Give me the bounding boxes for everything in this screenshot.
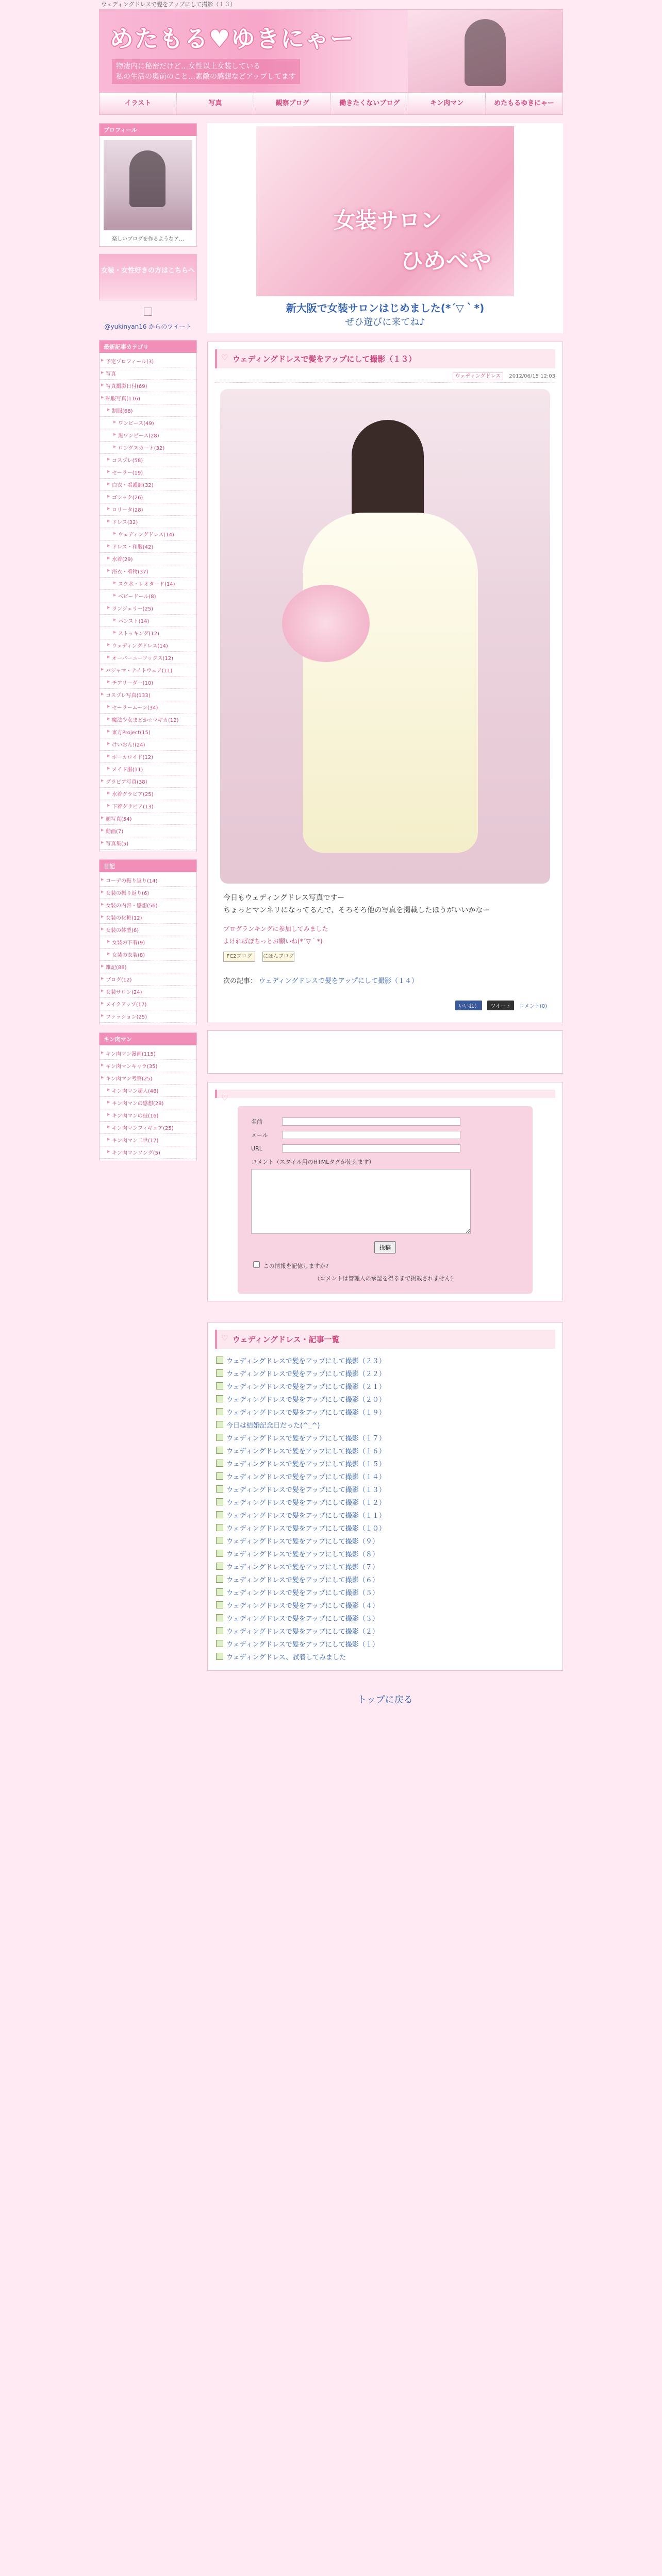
related-entry-link[interactable]: ウェディングドレス、試着してみました	[215, 1650, 555, 1663]
sidebar-category-link[interactable]: ▶ 水着グラビア(25)	[100, 788, 196, 800]
sidebar-category-link[interactable]: ▶ ウェディングドレス(14)	[100, 528, 196, 540]
global-nav	[99, 93, 563, 115]
sidebar-category-link[interactable]: ▶ キン肉マンの技(16)	[100, 1109, 196, 1122]
sidebar-section	[99, 859, 197, 1025]
sidebar-category-link[interactable]: ▶ 東方Project(15)	[100, 726, 196, 738]
related-entry-link[interactable]: ウェディングドレスで髪をアップにして撮影（９）	[215, 1534, 555, 1547]
sidebar-category-link[interactable]: ▶ パジャマ・ナイトウェア(11)	[100, 664, 196, 676]
entry-title[interactable]	[215, 349, 555, 368]
sidebar-category-link[interactable]: ▶ 黒ワンピース(28)	[100, 429, 196, 442]
sidebar-category-link[interactable]: ▶ コスプレ写真(133)	[100, 689, 196, 701]
sidebar-category-link[interactable]: ▶ 女装の振り返り(6)	[100, 887, 196, 899]
photo-dress	[303, 513, 478, 853]
related-entry-link[interactable]: ウェディングドレスで髪をアップにして撮影（３）	[215, 1612, 555, 1624]
related-entry-link[interactable]: ウェディングドレスで髪をアップにして撮影（７）	[215, 1560, 555, 1573]
related-entry-link[interactable]: ウェディングドレスで髪をアップにして撮影（１５）	[215, 1457, 555, 1470]
sidebar-category-link[interactable]: ▶ 私服写真(116)	[100, 392, 196, 404]
sidebar-category-link[interactable]: ▶ パンスト(14)	[100, 615, 196, 627]
sidebar-category-link[interactable]: ▶ ボーカロイド(12)	[100, 751, 196, 763]
ranking-banner-2[interactable]: にほんブログ	[262, 952, 294, 962]
sidebar-section-heading: キン肉マン	[100, 1033, 196, 1045]
sidebar-category-link[interactable]: ▶ ロリータ(28)	[100, 503, 196, 516]
sidebar-category-link[interactable]: ▶ セーラームーン(34)	[100, 701, 196, 714]
ranking-text: ブログランキングに参加してみました	[223, 925, 328, 933]
sidebar-category-link[interactable]: ▶ 浴衣・着物(37)	[100, 565, 196, 578]
broken-image-icon	[144, 308, 152, 316]
comment-form	[238, 1106, 533, 1294]
tweet-button[interactable]: ツイート	[487, 1001, 514, 1010]
sidebar-category-link[interactable]: ▶ コーデの振り返り(14)	[100, 874, 196, 887]
comment-note: （コメントは管理人の承認を得るまで掲載されません）	[314, 1275, 456, 1282]
related-entry-link[interactable]: ウェディングドレスで髪をアップにして撮影（１）	[215, 1637, 555, 1650]
url-input[interactable]	[282, 1144, 460, 1153]
heart-icon: ♡	[221, 1333, 228, 1343]
comment-body-label: コメント（スタイル用のHTMLタグが使えます）	[251, 1159, 375, 1165]
mail-input[interactable]	[282, 1131, 460, 1139]
sidebar-category-link[interactable]: ▶ キン肉マンソング(5)	[100, 1146, 196, 1159]
related-entry-link[interactable]: ウェディングドレスで髪をアップにして撮影（２０）	[215, 1393, 555, 1405]
browser-title: ウェディングドレスで髪をアップにして撮影（１３）	[101, 1, 236, 8]
remember-checkbox[interactable]	[253, 1261, 260, 1268]
sidebar-category-link[interactable]: ▶ オーバーニーソックス(12)	[100, 652, 196, 664]
related-entry-link[interactable]: 今日は結婚記念日だった(^_^)	[215, 1418, 555, 1431]
page	[99, 0, 563, 1706]
site-tagline	[112, 59, 300, 84]
sidebar-section-heading: 最新記事カテゴリ	[100, 341, 196, 353]
heart-icon: ♡	[221, 353, 228, 362]
side-banner[interactable]: 女装・女性好きの方はこちらへ	[99, 254, 197, 300]
sidebar-section-heading: 日記	[100, 860, 196, 872]
ranking-text: よければぽちっとお願いね(*´▽｀*)	[223, 938, 323, 945]
sidebar-category-link[interactable]: ▶ ウェディングドレス(14)	[100, 639, 196, 652]
salon-ad-text-2: ひめべや	[401, 248, 491, 274]
twitter-widget[interactable]	[99, 308, 197, 331]
site-banner[interactable]	[99, 9, 563, 93]
profile-photo[interactable]	[104, 140, 192, 230]
related-entry-link[interactable]: ウェディングドレスで髪をアップにして撮影（１３）	[215, 1483, 555, 1496]
sidebar-category-link[interactable]: ▶ グラビア写真(38)	[100, 775, 196, 788]
salon-ad-text-1: 女装サロン	[334, 208, 442, 233]
salon-ad-image[interactable]	[256, 126, 514, 296]
tagline-line-2: 私の生活の奥前のこと…素敵の感想などアップしてます	[116, 73, 296, 81]
nav-item-1[interactable]: 写真	[177, 93, 254, 114]
main-content	[207, 123, 563, 1706]
empty-box	[207, 1030, 563, 1074]
banner-photo	[408, 10, 562, 92]
sidebar-category-link[interactable]: ▶ キン肉マン超人(46)	[100, 1084, 196, 1097]
sidebar-category-link[interactable]: ▶ 制服(68)	[100, 404, 196, 417]
related-heading	[215, 1330, 555, 1349]
sidebar-category-link[interactable]: ▶ チアリーダー(10)	[100, 676, 196, 689]
profile-heading: プロフィール	[100, 124, 196, 136]
comment-count-link[interactable]: コメント(0)	[519, 1004, 547, 1009]
sidebar-category-link[interactable]: ▶ ドレス(32)	[100, 516, 196, 528]
sidebar	[99, 123, 197, 1706]
sidebar-category-link[interactable]: ▶ 女装の衣装(8)	[100, 948, 196, 961]
sidebar-category-link[interactable]: ▶ セーラー(19)	[100, 466, 196, 479]
sidebar-category-link[interactable]: ▶ ブログ(12)	[100, 973, 196, 986]
wedding-dress-photo[interactable]	[220, 389, 550, 884]
sidebar-category-link[interactable]: ▶ ストッキング(12)	[100, 627, 196, 639]
sidebar-category-link[interactable]: ▶ 顔写真(54)	[100, 812, 196, 825]
heart-icon: ♡	[221, 1093, 228, 1103]
share-bar	[223, 1001, 547, 1010]
next-entry	[223, 975, 547, 985]
entry-text-line: ちょっとマンネリになってるんで、そろそろ他の写真を掲載したほうがいいかなー	[223, 906, 490, 914]
sidebar-category-link[interactable]: ▶ キン肉マン漫画(115)	[100, 1047, 196, 1060]
profile-box	[99, 123, 197, 247]
sidebar-category-link[interactable]: ▶ けいおん!(24)	[100, 738, 196, 751]
sidebar-category-link[interactable]: ▶ ゴシック(26)	[100, 491, 196, 503]
sidebar-section	[99, 340, 197, 852]
related-entry-link[interactable]: ウェディングドレスで髪をアップにして撮影（１４）	[215, 1470, 555, 1483]
sidebar-category-link[interactable]: ▶ 白衣・看護師(32)	[100, 479, 196, 491]
entry-category-tag[interactable]: ウェディングドレス	[453, 372, 503, 380]
sidebar-category-link[interactable]: ▶ メイド服(11)	[100, 763, 196, 775]
sidebar-category-link[interactable]: ▶ 女装の化粧(12)	[100, 911, 196, 924]
sidebar-category-link[interactable]: ▶ 写真	[100, 367, 196, 380]
name-input[interactable]	[282, 1117, 460, 1126]
photo-bouquet	[282, 585, 370, 662]
facebook-like-button[interactable]: いいね！	[455, 1001, 482, 1010]
comment-form-box	[207, 1082, 563, 1301]
next-label: 次の記事：	[223, 977, 257, 985]
nav-item-2[interactable]: 観察ブログ	[254, 93, 332, 114]
related-entry-link[interactable]: ウェディングドレスで髪をアップにして撮影（４）	[215, 1599, 555, 1612]
sidebar-category-link[interactable]: ▶ キン肉マンキャラ(35)	[100, 1060, 196, 1072]
sidebar-category-link[interactable]: ▶ メイクアップ(17)	[100, 998, 196, 1010]
sidebar-category-link[interactable]: ▶ ランジェリー(25)	[100, 602, 196, 615]
nav-item-5[interactable]: めたもるゆきにゃー	[494, 99, 554, 107]
nav-item-0[interactable]: イラスト	[100, 93, 177, 114]
salon-ad-caption-2[interactable]: ぜひ遊びに来てね♪	[345, 317, 425, 328]
url-label: URL	[251, 1145, 262, 1152]
profile-text: 楽しいブログを作るようなア…	[112, 236, 184, 242]
related-title: ウェディングドレス・記事一覧	[233, 1335, 340, 1344]
sidebar-category-link[interactable]: ▶ スク水・レオタード(14)	[100, 578, 196, 590]
entry-text-line: 今日もウェディングドレス写真ですー	[223, 894, 345, 902]
submit-button[interactable]: 投稿	[374, 1241, 396, 1253]
related-entry-link[interactable]: ウェディングドレスで髪をアップにして撮影（２１）	[215, 1380, 555, 1393]
related-entry-link[interactable]: ウェディングドレスで髪をアップにして撮影（２）	[215, 1624, 555, 1637]
entry-meta	[215, 371, 555, 383]
site-title[interactable]: めたもる♥ゆきにゃー	[110, 25, 355, 53]
nav-item-4[interactable]: キン肉マン	[408, 93, 486, 114]
entry	[207, 342, 563, 1023]
remember-label: この情報を記憶しますか?	[263, 1263, 329, 1269]
name-label: 名前	[251, 1118, 262, 1125]
sidebar-category-link[interactable]: ▶ キン肉マンフィギュア(25)	[100, 1122, 196, 1134]
related-entries-box	[207, 1322, 563, 1671]
related-entry-link[interactable]: ウェディングドレスで髪をアップにして撮影（８）	[215, 1547, 555, 1560]
ranking-banners	[223, 952, 547, 962]
sidebar-category-link[interactable]: ▶ キン肉マンの感想(28)	[100, 1097, 196, 1109]
sidebar-category-link[interactable]: ▶ ロングスカート(32)	[100, 442, 196, 454]
tagline-line-1: 物凄内に秘密だけど…女性以上女装している	[116, 62, 260, 71]
sidebar-category-link[interactable]: ▶ 写真集(5)	[100, 837, 196, 850]
comment-textarea[interactable]	[251, 1169, 471, 1234]
sidebar-category-link[interactable]: ▶ 女装の内容・感想(56)	[100, 899, 196, 911]
sidebar-category-link[interactable]: ▶ 下着グラビア(13)	[100, 800, 196, 812]
sidebar-category-link[interactable]: ▶ 写真撮影日付(69)	[100, 380, 196, 392]
related-entry-link[interactable]: ウェディングドレスで髪をアップにして撮影（２３）	[215, 1354, 555, 1367]
salon-ad-caption[interactable]: 新大阪で女装サロンはじめました(*´▽｀*)	[286, 302, 485, 314]
sidebar-category-link[interactable]: ▶ キン肉マン考察(25)	[100, 1072, 196, 1084]
mail-label: メール	[251, 1132, 268, 1139]
related-entry-link[interactable]: ウェディングドレスで髪をアップにして撮影（１７）	[215, 1431, 555, 1444]
related-entry-link[interactable]: ウェディングドレスで髪をアップにして撮影（１１）	[215, 1509, 555, 1521]
sidebar-category-link[interactable]: ▶ 女装の下着(9)	[100, 936, 196, 948]
sidebar-category-link[interactable]: ▶ 動画(7)	[100, 825, 196, 837]
sidebar-category-link[interactable]: ▶ 女装サロン(24)	[100, 986, 196, 998]
related-list	[215, 1354, 555, 1663]
entry-body	[223, 892, 547, 947]
sidebar-category-link[interactable]: ▶ 女装の体型(6)	[100, 924, 196, 936]
entry-title-text[interactable]: ウェディングドレスで髪をアップにして撮影（１３）	[233, 354, 417, 364]
sidebar-section	[99, 1032, 197, 1161]
sidebar-category-link[interactable]: ▶ コスプレ(58)	[100, 454, 196, 466]
sidebar-category-link[interactable]: ▶ ファッション(25)	[100, 1010, 196, 1023]
comment-form-heading	[215, 1090, 555, 1103]
ranking-banner-1[interactable]: FC2ブログ	[223, 952, 255, 962]
sidebar-category-link[interactable]: ▶ ワンピース(49)	[100, 417, 196, 429]
entry-date: 2012/06/15 12:03	[509, 374, 555, 379]
sidebar-category-link[interactable]: ▶ キン肉マン二世(17)	[100, 1134, 196, 1146]
sidebar-category-link[interactable]: ▶ 予定プロフィール(3)	[100, 355, 196, 367]
related-entry-link[interactable]: ウェディングドレスで髪をアップにして撮影（１６）	[215, 1444, 555, 1457]
sidebar-category-link[interactable]: ▶ ベビードール(8)	[100, 590, 196, 602]
related-entry-link[interactable]: ウェディングドレスで髪をアップにして撮影（１２）	[215, 1496, 555, 1509]
next-entry-link[interactable]: ウェディングドレスで髪をアップにして撮影（１４）	[259, 977, 419, 985]
nav-item-3[interactable]: 働きたくないブログ	[331, 93, 408, 114]
twitter-link[interactable]: @yukinyan16 からのツイート	[104, 323, 192, 330]
salon-ad[interactable]	[207, 123, 563, 333]
sidebar-category-link[interactable]: ▶ 雑記(88)	[100, 961, 196, 973]
related-entry-link[interactable]: ウェディングドレスで髪をアップにして撮影（１９）	[215, 1405, 555, 1418]
related-entry-link[interactable]: ウェディングドレスで髪をアップにして撮影（２２）	[215, 1367, 555, 1380]
sidebar-category-link[interactable]: ▶ 水着(29)	[100, 553, 196, 565]
related-entry-link[interactable]: ウェディングドレスで髪をアップにして撮影（５）	[215, 1586, 555, 1599]
back-to-top-link[interactable]: トップに戻る	[357, 1694, 413, 1705]
related-entry-link[interactable]: ウェディングドレスで髪をアップにして撮影（６）	[215, 1573, 555, 1586]
sidebar-category-link[interactable]: ▶ 魔法少女まどか☆マギカ(12)	[100, 714, 196, 726]
sidebar-category-link[interactable]: ▶ ドレス・和服(42)	[100, 540, 196, 553]
related-entry-link[interactable]: ウェディングドレスで髪をアップにして撮影（１０）	[215, 1521, 555, 1534]
